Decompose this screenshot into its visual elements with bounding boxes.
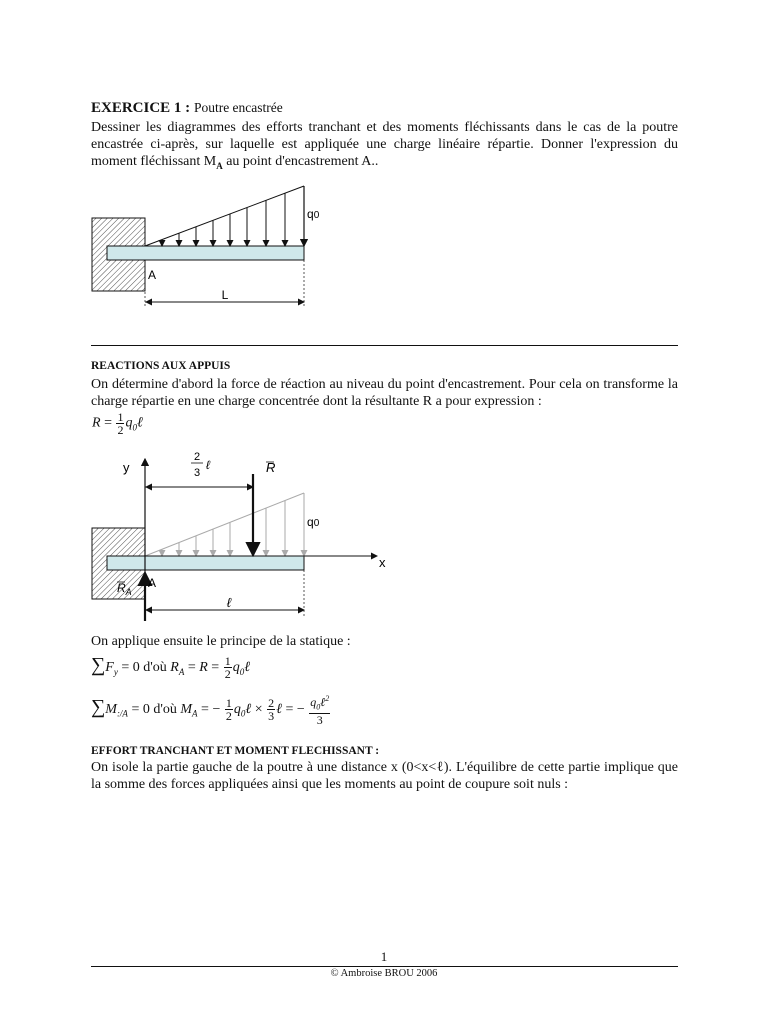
- exercise-title: [91, 100, 691, 117]
- beam: [107, 556, 304, 570]
- equation-moment-sum: $\sum M_{:/A} = 0$ d'où $M_A$ = − $\frac{1}{2}$ $q_0\ell$ × $\frac{2}{3}$ ℓ = − $\frac{q_0\ell^2}{3}$: [91, 694, 330, 728]
- dist-numerator: 2: [193, 451, 201, 463]
- section-divider: [91, 345, 678, 346]
- beam: [107, 246, 304, 260]
- point-a-label: A: [148, 576, 157, 590]
- grey-load-arrows: [162, 501, 285, 557]
- reactions-paragraph: On détermine d'abord la force de réaction au niveau du point d'encastrement. Pour cela on transforme la charge répartie en une charge concentrée dont la résultante R a pour expression :: [91, 377, 678, 409]
- y-axis-label: y: [123, 460, 130, 475]
- reactions-heading: REACTIONS AUX APPUIS: [91, 360, 231, 372]
- exercise-paragraph: [91, 119, 678, 175]
- exercise-text-end: au point d'encastrement A..: [222, 154, 379, 169]
- reaction-label: $R_A$: [117, 581, 132, 597]
- dou-word-2: d'où: [153, 701, 177, 717]
- equation-force-sum: $\sum F_y = 0$ d'où $R_A = R$ = $\frac{1}{2}$ $q_0\ell$: [91, 654, 251, 682]
- exercise-text-sub: A: [216, 160, 223, 171]
- load-arrows: [162, 193, 285, 246]
- footer-divider: [91, 966, 678, 967]
- dist-variable: ℓ: [206, 458, 210, 472]
- shear-paragraph: On isole la partie gauche de la poutre à une distance x (0<x<ℓ). L'équilibre de cette partie implique que la somme des forces appliquées ainsi que les moments au point de coupure soit nuls :: [91, 760, 678, 792]
- exercise-text: Dessiner les diagrammes des efforts tranchant et des moments fléchissants dans le cas de la poutre encastrée ci-après, sur laquelle est appliquée une charge linéaire répartie. Donner l'expression du moment fléchissant M: [91, 120, 678, 169]
- load-envelope: [145, 186, 304, 246]
- page-number: 1: [380, 949, 388, 964]
- figure-cantilever-beam: [85, 178, 345, 313]
- length-label: ℓ: [226, 595, 232, 610]
- shear-heading: EFFORT TRANCHANT ET MOMENT FLECHISSANT :: [91, 745, 380, 757]
- statics-intro: On applique ensuite le principe de la statique :: [91, 634, 351, 649]
- point-a-label: A: [148, 268, 157, 282]
- dou-word-1: d'où: [143, 660, 167, 675]
- x-axis-label: x: [379, 555, 386, 570]
- copyright: © Ambroise BROU 2006: [330, 968, 438, 979]
- resultant-label: R: [266, 460, 276, 475]
- length-label: L: [221, 288, 229, 302]
- equation-resultant: R = $\frac{1}{2}$ $q_0\ell$: [92, 410, 143, 437]
- dist-denominator: 3: [193, 467, 201, 479]
- figure-reactions: [85, 445, 405, 630]
- load-label-q0: q0: [307, 515, 320, 529]
- exercise-label: EXERCICE 1 :: [91, 100, 191, 116]
- load-label-q0: q0: [307, 207, 320, 221]
- exercise-subtitle: Poutre encastrée: [193, 100, 283, 115]
